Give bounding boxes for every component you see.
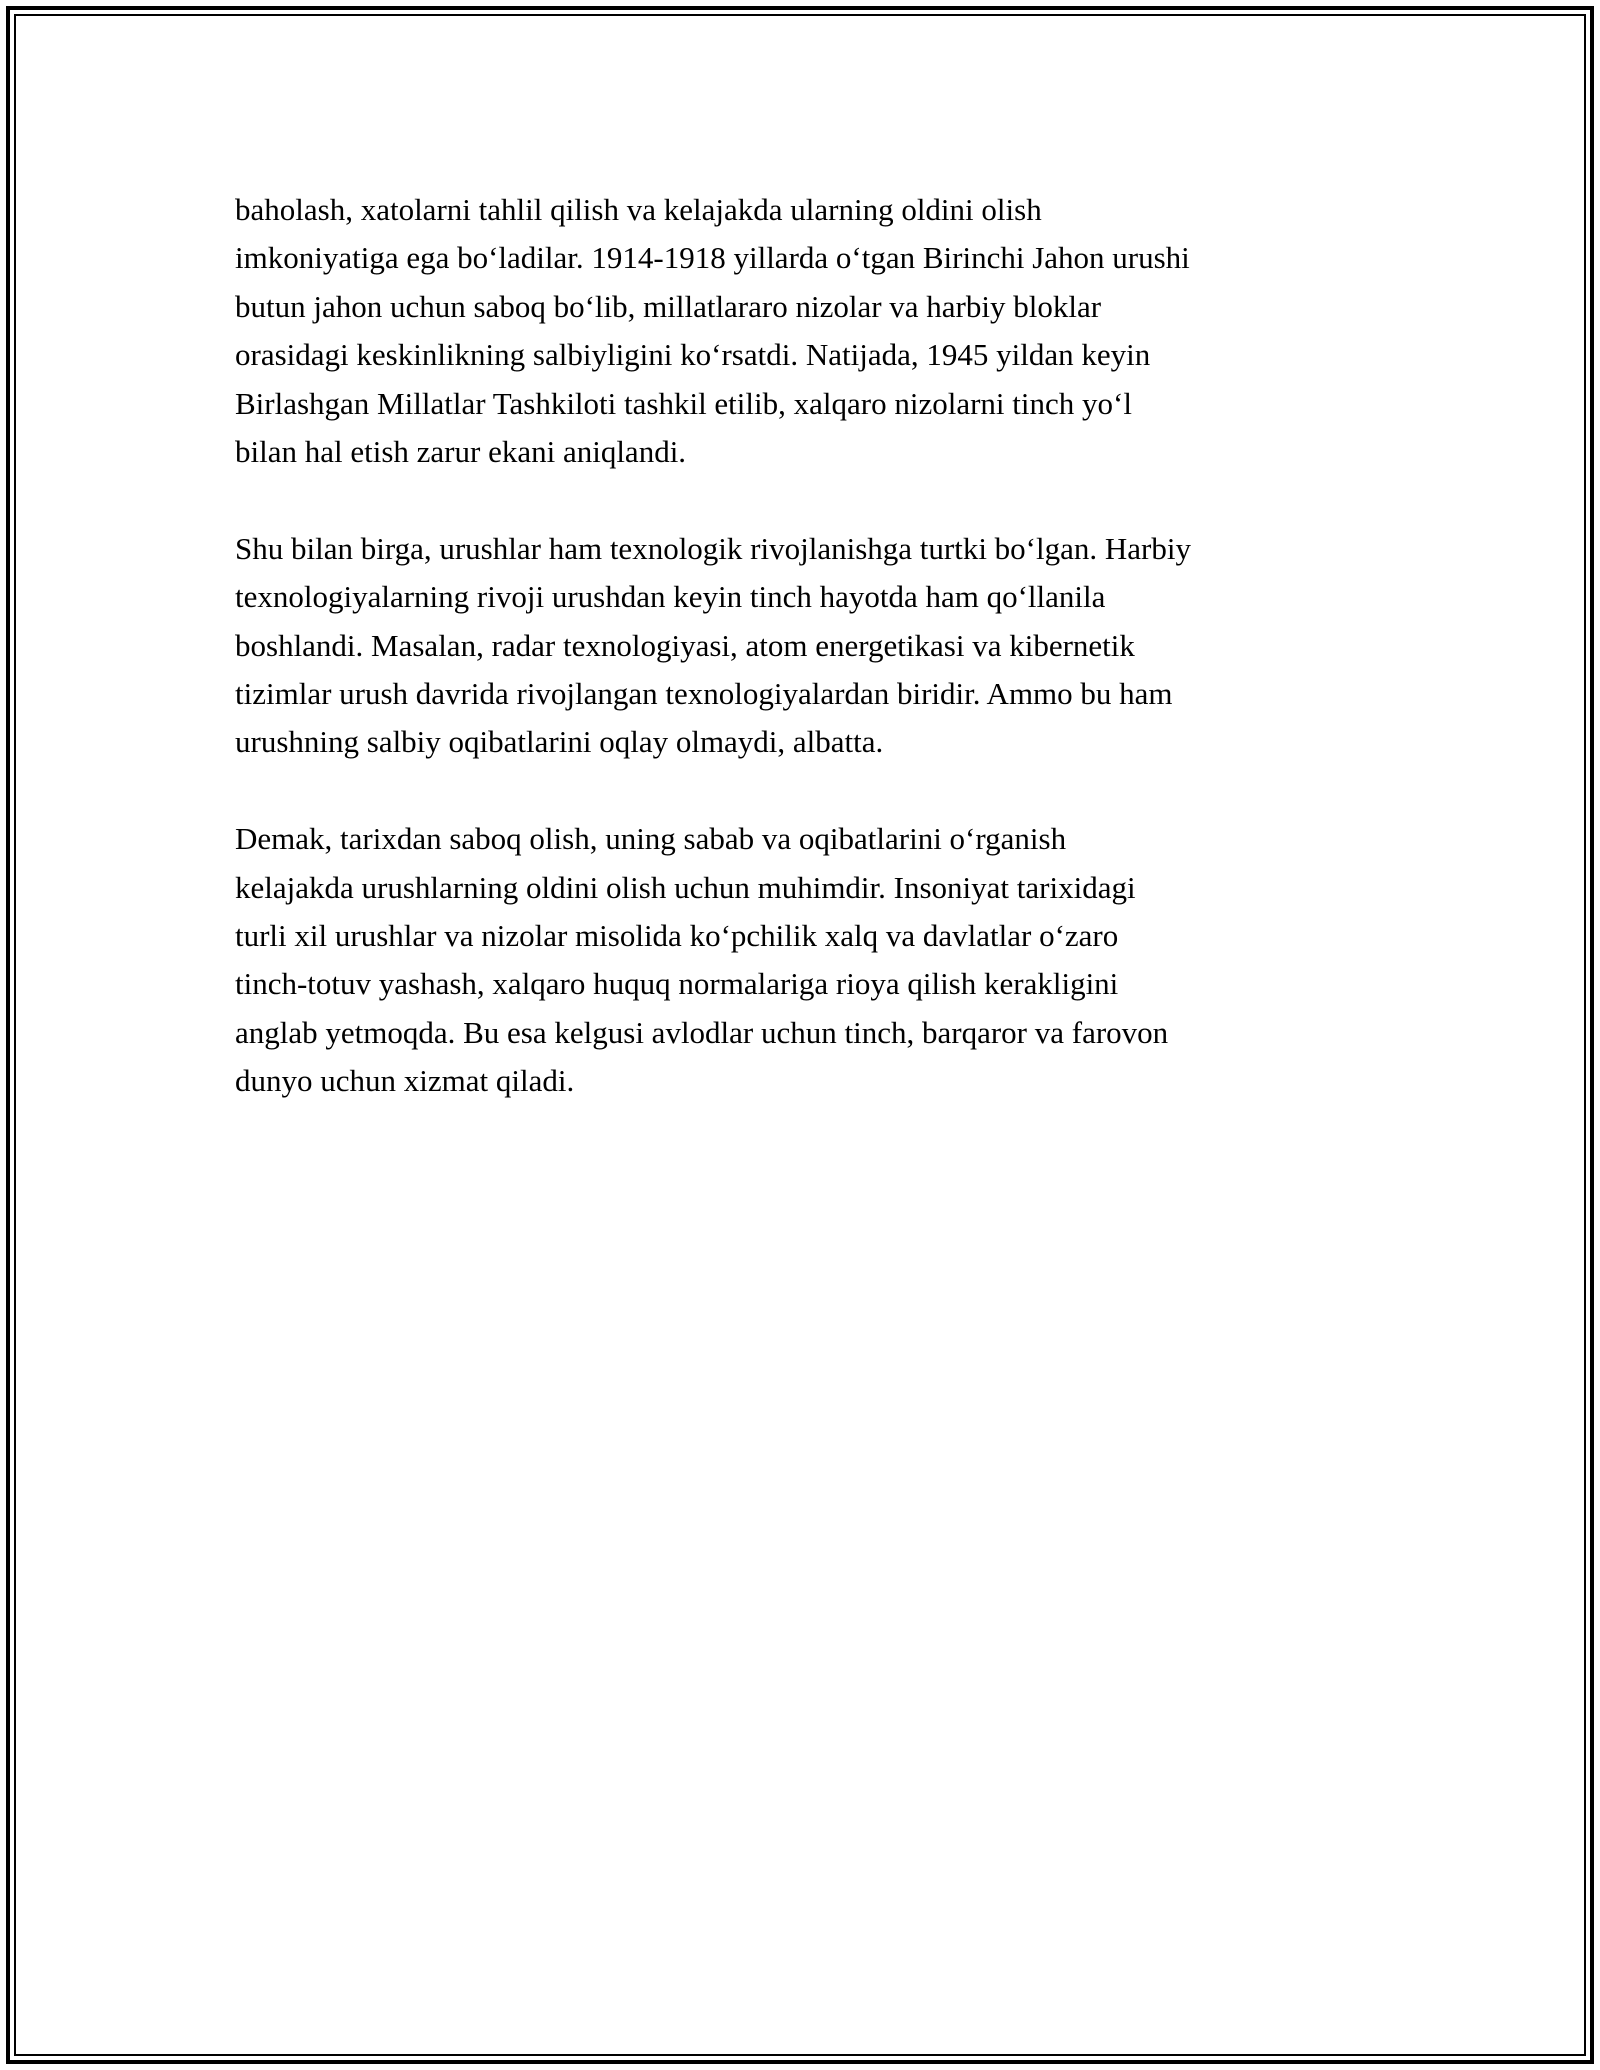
text-line: turli xil urushlar va nizolar misolida ko‘pchilik xalq va davlatlar o‘zaro — [235, 918, 1119, 954]
page-content — [235, 186, 1395, 1154]
text-line: anglab yetmoqda. Bu esa kelgusi avlodlar uchun tinch, barqaror va farovon — [235, 1014, 1169, 1050]
text-line: kelajakda urushlarning oldini olish uchun muhimdir. Insoniyat tarixidagi — [235, 869, 1136, 905]
text-line: tinch-totuv yashash, xalqaro huquq normalariga rioya qilish kerakligini — [235, 966, 1119, 1002]
text-line: urushning salbiy oqibatlarini oqlay olmaydi, albatta. — [235, 724, 884, 760]
paragraph-2 — [235, 525, 1395, 767]
text-line: Shu bilan birga, urushlar ham texnologik rivojlanishga turtki bo‘lgan. Harbiy — [235, 530, 1191, 566]
paragraph-3 — [235, 815, 1395, 1105]
text-line: Demak, tarixdan saboq olish, uning sabab va oqibatlarini o‘rganish — [235, 821, 1067, 857]
text-line: butun jahon uchun saboq bo‘lib, millatlararo nizolar va harbiy bloklar — [235, 288, 1102, 324]
text-line: orasidagi keskinlikning salbiyligini ko‘rsatdi. Natijada, 1945 yildan keyin — [235, 337, 1151, 373]
text-line: boshlandi. Masalan, radar texnologiyasi, atom energetikasi va kibernetik — [235, 627, 1135, 663]
text-line: tizimlar urush davrida rivojlangan texnologiyalardan biridir. Ammo bu ham — [235, 676, 1173, 712]
text-line: Birlashgan Millatlar Tashkiloti tashkil etilib, xalqaro nizolarni tinch yo‘l — [235, 385, 1132, 421]
text-line: texnologiyalarning rivoji urushdan keyin tinch hayotda ham qo‘llanila — [235, 579, 1106, 615]
text-line: baholash, xatolarni tahlil qilish va kelajakda ularning oldini olish — [235, 192, 1042, 227]
paragraph-1 — [235, 186, 1395, 476]
text-line: dunyo uchun xizmat qiladi. — [235, 1063, 575, 1099]
text-line: imkoniyatiga ega bo‘ladilar. 1914-1918 yillarda o‘tgan Birinchi Jahon urushi — [235, 240, 1190, 276]
text-line: bilan hal etish zarur ekani aniqlandi. — [235, 434, 687, 470]
